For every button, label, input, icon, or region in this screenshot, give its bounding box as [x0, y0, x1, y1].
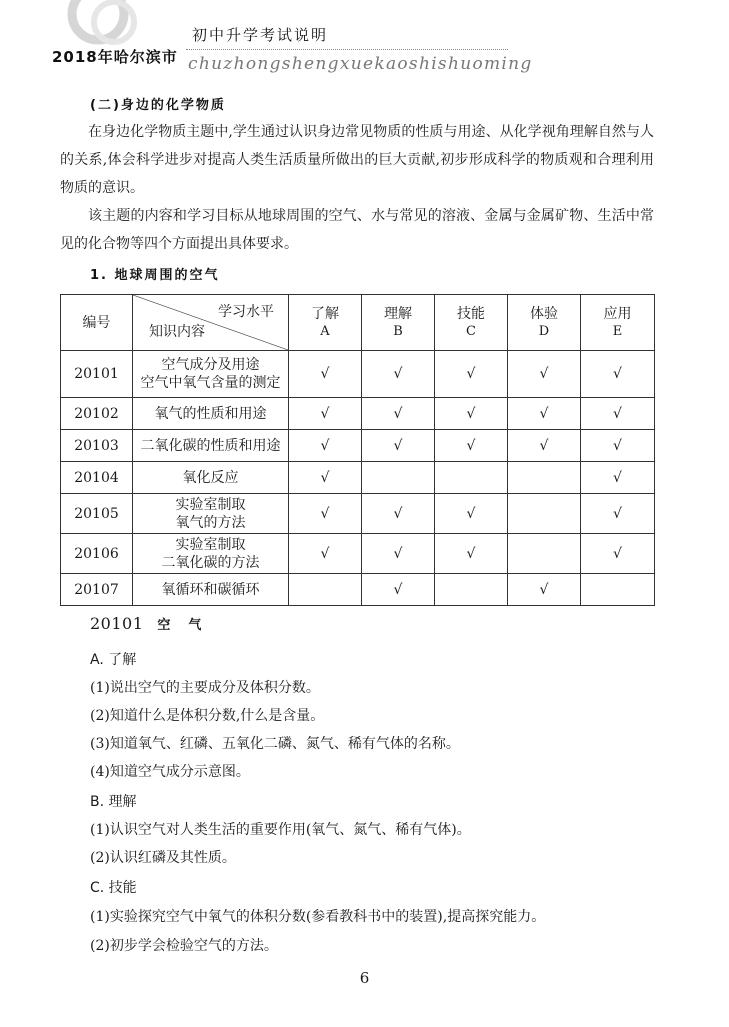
level-header-c: 技能 C [435, 295, 508, 351]
mark-cell [508, 534, 581, 574]
row-content: 实验室制取 氧气的方法 [133, 494, 289, 534]
mark-cell: √ [289, 398, 362, 430]
row-content: 氧化反应 [133, 462, 289, 494]
requirement-item: (2)初步学会检验空气的方法。 [90, 938, 278, 954]
table-row [61, 494, 655, 534]
diagonal-header-cell [133, 295, 289, 351]
row-code: 20106 [61, 534, 133, 574]
level-label-a: A. 了解 [90, 652, 137, 668]
mark-cell: √ [581, 398, 655, 430]
row-code: 20102 [61, 398, 133, 430]
mark-cell: √ [362, 351, 435, 398]
table-row [61, 462, 655, 494]
row-code: 20104 [61, 462, 133, 494]
requirement-item: (4)知道空气成分示意图。 [90, 764, 250, 780]
row-code: 20103 [61, 430, 133, 462]
level-header-d: 体验 D [508, 295, 581, 351]
code-column-header: 编号 [61, 295, 133, 351]
content-axis-label: 知识内容 [149, 324, 205, 340]
header-title: 初中升学考试说明 [192, 26, 329, 44]
mark-cell: √ [435, 351, 508, 398]
mark-cell: √ [289, 430, 362, 462]
requirement-item: (3)知道氧气、红磷、五氧化二磷、氮气、稀有气体的名称。 [90, 736, 460, 752]
row-content: 空气成分及用途 空气中氧气含量的测定 [133, 351, 289, 398]
level-header-b: 理解 B [362, 295, 435, 351]
row-code: 20107 [61, 574, 133, 606]
table-row [61, 398, 655, 430]
level-header-a: 了解 A [289, 295, 362, 351]
mark-cell [362, 462, 435, 494]
row-content: 实验室制取 二氧化碳的方法 [133, 534, 289, 574]
mark-cell: √ [508, 574, 581, 606]
level-label-b: B. 理解 [90, 794, 137, 810]
mark-cell: √ [581, 534, 655, 574]
mark-cell [435, 574, 508, 606]
mark-cell: √ [581, 351, 655, 398]
mark-cell: √ [508, 351, 581, 398]
mark-cell: √ [508, 398, 581, 430]
table-header-row [61, 295, 655, 351]
row-code: 20105 [61, 494, 133, 534]
mark-cell: √ [362, 534, 435, 574]
item-code: 20101 [90, 614, 144, 633]
level-label-c: C. 技能 [90, 880, 137, 896]
header-region-year: 2018年哈尔滨市 [52, 48, 178, 66]
mark-cell [581, 574, 655, 606]
item-name: 空气 [157, 618, 220, 633]
mark-cell [508, 494, 581, 534]
mark-cell: √ [508, 430, 581, 462]
mark-cell: √ [289, 494, 362, 534]
table-row [61, 430, 655, 462]
row-code: 20101 [61, 351, 133, 398]
mark-cell [508, 462, 581, 494]
level-axis-label: 学习水平 [218, 304, 274, 320]
mark-cell: √ [435, 494, 508, 534]
mark-cell: √ [435, 430, 508, 462]
intro-paragraph: 在身边化学物质主题中,学生通过认识身边常见物质的性质与用途、从化学视角理解自然与人的关系,体会科学进步对提高人类生活质量所做出的巨大贡献,初步形成科学的物质观和合理利用物质的意识。 [60, 124, 654, 196]
mark-cell: √ [289, 462, 362, 494]
mark-cell [435, 462, 508, 494]
table-row [61, 574, 655, 606]
scope-paragraph: 该主题的内容和学习目标从地球周围的空气、水与常见的溶液、金属与金属矿物、生活中常见的化合物等四个方面提出具体要求。 [60, 208, 654, 252]
mark-cell [289, 574, 362, 606]
mark-cell: √ [362, 430, 435, 462]
requirement-item: (2)认识红磷及其性质。 [90, 850, 236, 866]
mark-cell: √ [362, 494, 435, 534]
mark-cell: √ [362, 398, 435, 430]
row-content: 氧气的性质和用途 [133, 398, 289, 430]
requirement-item: (1)实验探究空气中氧气的体积分数(参看教科书中的装置),提高探究能力。 [90, 909, 546, 925]
table-row [61, 351, 655, 398]
table-row [61, 534, 655, 574]
level-header-e: 应用 E [581, 295, 655, 351]
requirement-item: (1)说出空气的主要成分及体积分数。 [90, 680, 320, 696]
row-content: 氧循环和碳循环 [133, 574, 289, 606]
header-pinyin: chuzhongshengxuekaoshishuoming [188, 54, 533, 74]
mark-cell: √ [581, 494, 655, 534]
section-heading: (二)身边的化学物质 [90, 98, 226, 113]
header-divider [186, 49, 508, 50]
mark-cell: √ [435, 398, 508, 430]
learning-level-table [60, 294, 655, 606]
item-title [90, 614, 219, 633]
page-number: 6 [359, 969, 370, 987]
requirement-item: (2)知道什么是体积分数,什么是含量。 [90, 708, 325, 724]
mark-cell: √ [289, 534, 362, 574]
subsection-heading: 1. 地球周围的空气 [90, 268, 220, 283]
mark-cell: √ [362, 574, 435, 606]
mark-cell: √ [581, 430, 655, 462]
row-content: 二氧化碳的性质和用途 [133, 430, 289, 462]
mark-cell: √ [581, 462, 655, 494]
mark-cell: √ [289, 351, 362, 398]
requirement-item: (1)认识空气对人类生活的重要作用(氧气、氮气、稀有气体)。 [90, 822, 471, 838]
mark-cell: √ [435, 534, 508, 574]
